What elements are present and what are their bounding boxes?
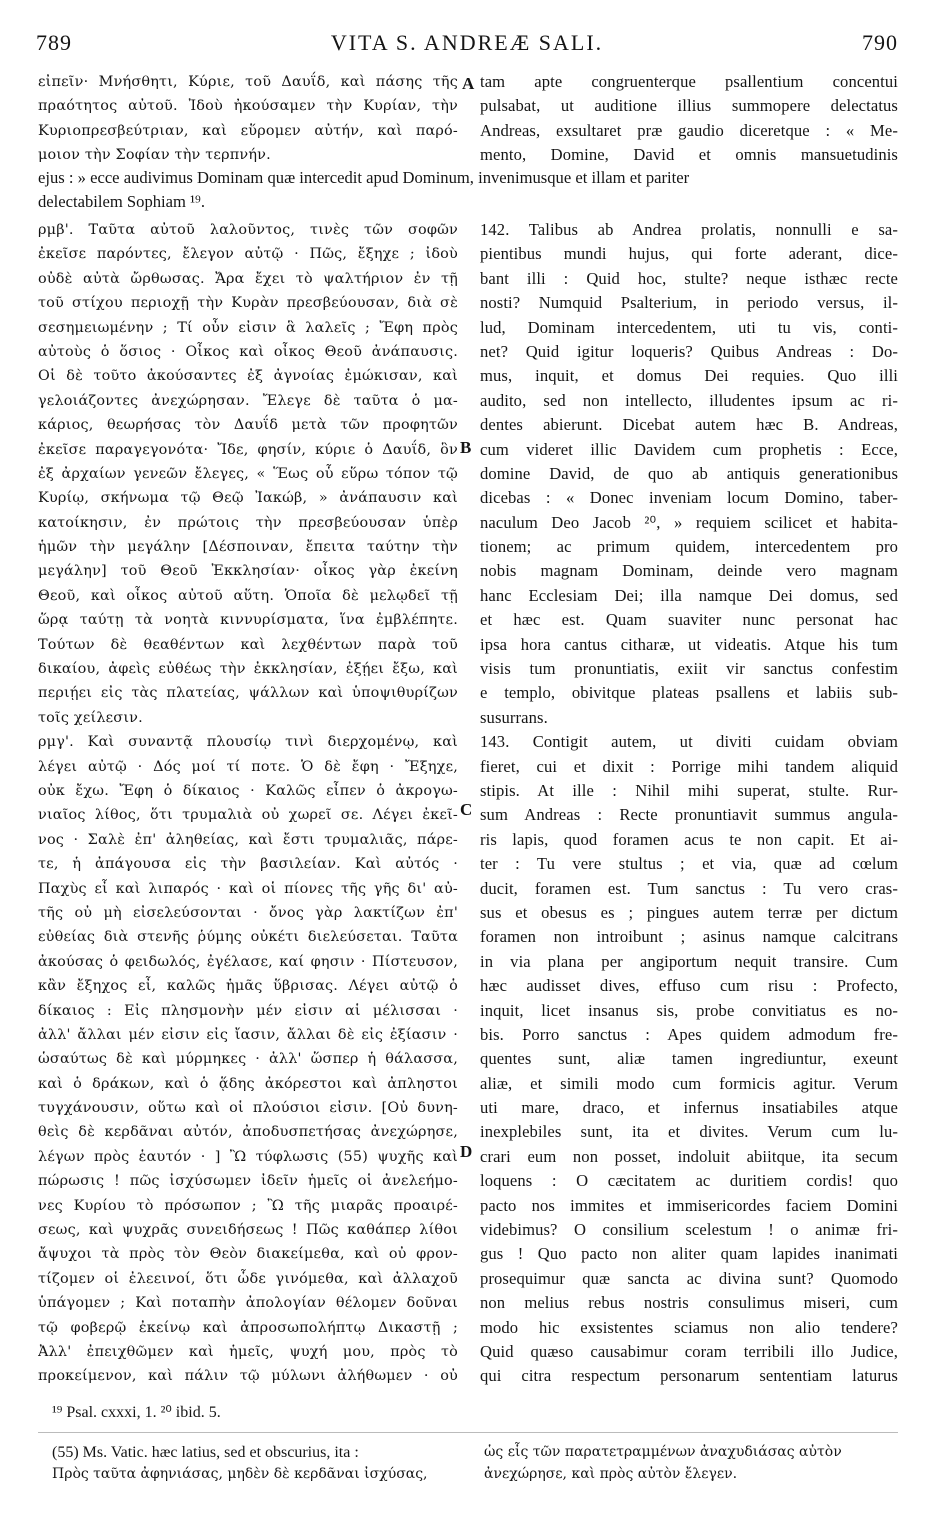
margin-letter-a: A [462,74,475,93]
latin-text-line: hæc audisset dives, effuso cum risu : Profecto, [480,976,898,996]
greek-text-line: νος · Σαλὲ ἐπ' ἀληθείας, καὶ ἔστι τρυμαλιᾶς, πάρε- [38,831,458,848]
greek-text-line: θεὶς δὲ κερδᾶναι αὐτόν, ἀποδυσπετήσας ἀνεχώρησε, [38,1124,458,1141]
greek-text-line: λέγων πρὸς ἑαυτόν · ] Ὢ τύφλωσις (55) ψυχῆς καὶ [38,1148,458,1165]
latin-text-line: visis tum pronuntiatis, exiit vir sanctus confestim [480,659,898,679]
latin-text-line: bis. Porro sanctus : Apes quidem admodum fre- [480,1024,898,1044]
greek-text-line: Κυριοπρεσβεύτριαν, καὶ εὕρομεν αὐτήν, καὶ παρό- [38,122,458,139]
greek-text-line: τοῖς χείλεσιν. [38,709,143,726]
latin-text-line: hanc Ecclesiam Dei; illa namque Dei domus, sed [480,585,898,605]
greek-text-line: ἡμῶν τὴν μεγάλην [Δέσποιναν, ἔπειτα ταύτην τὴν [38,539,458,556]
greek-text-line: οὐκ ἔχω. Ἔφη ὁ δίκαιος · Καλῶς εἶπεν ὁ ἀκρογω- [38,782,458,799]
greek-text-line: ὥρᾳ ταύτῃ τὰ νοητὰ κιννυρίσματα, ἵνα ἐμβλέπητε. [38,612,458,629]
page-number-left: 789 [36,30,72,55]
latin-text-line: Andreas, exsultaret præ gaudio diceretque : « Me- [480,120,898,140]
latin-text-line: bant illi : Quid hoc, stulte? neque isthæc recte [480,268,898,288]
greek-text-line: Τούτων δὲ θεαθέντων καὶ λεχθέντων παρὰ τοῦ [38,636,458,653]
greek-text-line: ρμγ'. Καὶ συναντᾷ πλουσίῳ τινὶ διερχομένῳ, καὶ [38,734,458,751]
greek-text-line: Κυρίῳ, σκήνωμα τῷ Θεῷ Ἰακώβ, » ἀνάπαυσιν καὶ [38,490,458,507]
latin-text-line: domine David, de quo ab antiquis generationibus [480,463,898,483]
latin-text-line: sus et obesus es ; pingues autem terræ per dictum [480,902,898,922]
greek-text-line: ἐκεῖσε παραγεγονότα· Ἴδε, φησίν, κύριε ὁ Δαυΐδ, ὃν [38,441,458,458]
greek-text-line: σεως, καὶ ψυχρᾶς συνειδήσεως ! Πῶς καθάπερ λίθοι [38,1222,458,1239]
latin-text-line: nobis magnam Dominam, deinde vero magnam [480,561,898,581]
greek-text-line: ἄψυχοι τὰ πρὸς τὸν Θεὸν διακείμεθα, καὶ οὐ φρον- [38,1246,458,1263]
greek-text-line: ἀκούσας ὁ φειδωλός, ἐγέλασε, καί φησιν · Πίστευσον, [38,953,458,970]
latin-text-line: susurrans. [480,707,548,727]
latin-text-line: 142. Talibus ab Andrea prolatis, nonnulli e sa- [480,220,898,239]
spanning-line-1: ejus : » ecce audivimus Dominam quæ intercedit apud Dominum, invenimusque et illam et pariter [38,168,690,187]
greek-text-line: δικαίου, ἀφεὶς εὐθέως τὴν ἐκκλησίαν, ἐξῄει ἔξω, καὶ [38,661,458,678]
latin-text-line: pientibus mundi hujus, qui forte aderant, dice- [480,244,898,264]
latin-text-line: et hæc est. Quam suaviter nunc personat hac [480,610,898,630]
latin-text-line: pulsabat, ut auditione illius summopere delectatus [480,96,898,116]
greek-text-line: Οἱ δὲ τοῦτο ἀκούσαντες ἐξ ἀγνοίας ἐμώκισαν, καὶ [38,368,458,385]
page-number-right: 790 [862,30,898,55]
greek-text-line: μοιον τὴν Σοφίαν τὴν τερπνήν. [38,147,271,164]
footnote-divider [38,1432,898,1433]
latin-text-line: foramen non introibunt ; asinus namque calcitrans [480,927,898,947]
latin-text-line: ter : Tu vere stultus ; et via, quæ ad cœlum [480,854,898,874]
greek-text-line: μεγάλην] τοῦ Θεοῦ Ἐκκλησίαν· οἶκος γὰρ ἐκείνη [38,563,458,580]
latin-text-line: ducit, foramen est. Tum sanctus : Tu vero cras- [480,878,898,898]
latin-text-line: cum videret illic Davidem cum prophetis : Ecce, [480,439,898,459]
greek-text-line: κατοίκησιν, ἐν πρώτοις τὴν πρεσβεύουσαν ὑπὲρ [38,514,458,531]
latin-text-line: uti mare, draco, et infernus insatiabiles atque [480,1098,898,1118]
greek-text-line: νιαῖος λίθος, ὅτι τρυμαλιὰ οὐ χωρεῖ σε. Λέγει ἐκεῖ- [38,807,458,824]
note-55-greek-2: ὡς εἷς τῶν παρατετραμμένων ἀναχυδιάσας αὐτὸν [484,1444,842,1460]
latin-text-line: net? Quid igitur loqueris? Quibus Andreas : Do- [480,341,898,361]
latin-text-line: crari eum non posset, indoluit abiitque, ita secum [480,1146,898,1166]
latin-text-line: mento, Domine, David et omnis mansuetudinis [480,145,898,165]
greek-text-line: εἰπεῖν· Μνήσθητι, Κύριε, τοῦ Δαυΐδ, καὶ πάσης τῆς [38,74,458,90]
greek-text-line: τῆς οὐ μὴ εἰσελεύσονται · ὄνος γὰρ λακτίζων ἐπ' [38,904,458,921]
latin-text-line: modo hic exsistentes sciamus non alio tendere? [480,1317,898,1337]
greek-text-line: ἀλλ' ἄλλαι μέν εἰσιν εἰς ἴασιν, ἄλλαι δὲ εἰς ἐξίασιν · [38,1026,458,1043]
greek-text-line: δίκαιος : Εἰς πλησμονὴν μέν εἰσιν αἱ μέλισσαι · [38,1002,458,1019]
note-55-greek-3: ἀνεχώρησε, καὶ πρὸς αὐτὸν ἔλεγεν. [484,1466,738,1482]
greek-text-line: ὡσαύτως δὲ καὶ μύρμηκες · ἀλλ' ὥσπερ ἡ θάλασσα, [38,1051,458,1068]
greek-text-line: τίζομεν οἱ ἐλεεινοί, ὅτι ὧδε γινόμεθα, καὶ ἀλλαχοῦ [38,1270,458,1287]
greek-text-line: λέγει αὐτῷ · Δός μοί τί ποτε. Ὁ δὲ ἔφη · Ἔξηχε, [38,758,458,775]
greek-text-line: ἐκεῖσε παρόντες, ἔλεγον αὐτῷ · Πῶς, ἔξηχε ; ἰδοὺ [38,246,458,263]
greek-text-line: τοῦ στίχου περιοχῇ τὴν Κυρὰν πρεσβεύουσαν, διὰ σὲ [38,295,458,312]
latin-text-line: Quid quæso causabimur coram terribili illo Judice, [480,1341,898,1361]
greek-text-line: κἂν ἔξηχος εἶ, καλῶς ἡμᾶς ὕβρισας. Λέγει αὐτῷ ὁ [38,978,458,995]
greek-text-line: ἐξ ἀρχαίων γενεῶν ἔλεγες, « Ἕως οὗ εὕρω τόπον τῷ [38,465,458,482]
latin-text-line: nosti? Numquid Psalterium, in periodo versus, il- [480,293,898,313]
latin-text-line: videbimus? O consilium scelestum ! o animæ fri- [480,1220,898,1240]
greek-text-line: προκείμενον, καὶ πάλιν τῷ μύλωνι ἀλήθωμεν · οὐ [38,1368,458,1385]
greek-text-line: τε, ἡ ἀπάγουσα εἰς τὴν βασιλείαν. Καὶ αὐτός · [38,856,458,873]
greek-text-line: πραότητος αὐτοῦ. Ἰδοὺ ἠκούσαμεν τὴν Κυρίαν, τὴν [38,98,458,115]
greek-text-line: εὐθείας διὰ στενῆς ῥύμης οὐκέτι διελεύσεται. Ταῦτα [38,929,458,946]
running-head [36,30,898,62]
greek-text-line: σεσημειωμένην ; Τί οὖν εἰσιν ἃ λαλεῖς ; Ἔφη πρὸς [38,319,458,336]
footnote-references: ¹⁹ Psal. cxxxi, 1. ²⁰ ibid. 5. [52,1404,221,1421]
greek-text-line: καὶ ὁ δράκων, καὶ ὁ ᾅδης ἀκόρεστοι καὶ ἀπληστοι [38,1075,458,1092]
greek-text-line: Θεοῦ, καὶ οἶκος αὐτοῦ αὕτη. Ὁποῖα δὲ μελῳδεῖ τῇ [38,587,458,604]
latin-text-line: fieret, cui et dixit : Porrige mihi tandem aliquid [480,756,898,776]
greek-column-top [38,70,458,168]
latin-text-line: loquens : O cæcitatem ac duritiem cordis! quo [480,1171,898,1191]
greek-text-line: Παχὺς εἶ καὶ λιπαρός · καὶ οἱ πίονες τῆς γῆς δι' αὐ- [38,880,458,897]
latin-text-line: in via plana per angiportum nequit transire. Cum [480,951,898,971]
latin-text-line: tionem; ac primum quidem, intercedentem pro [480,537,898,557]
latin-text-line: prosequimur quæ sancta ac divina sunt? Quomodo [480,1268,898,1288]
latin-text-line: pacto nos immites et immisericordes faciem Domini [480,1195,898,1215]
latin-text-line: e templo, obivitque plateas psallens et labiis sub- [480,683,898,703]
greek-text-line: περιῄει εἰς τὰς πλατείας, ψάλλων καὶ ὑποψιθυρίζων [38,685,458,702]
greek-text-line: κάριος, θεωρήσας τὸν Δαυΐδ μετὰ τῶν προφητῶν [38,417,458,434]
latin-text-line: dentes abierunt. Dicebat autem hæc B. Andreas, [480,415,898,435]
note-55-greek-1: Πρὸς ταῦτα ἀφηνιάσας, μηδὲν δὲ κερδᾶναι ἰσχύσας, [52,1466,428,1482]
latin-text-line: audito, sed non intellecto, illudentes ipsum ac ri- [480,390,898,410]
greek-text-line: αὐτοὺς ὁ ὅσιος · Οἶκος καὶ οἶκος Θεοῦ ἀνάπαυσις. [38,343,458,360]
latin-text-line: naculum Deo Jacob ²⁰, » requiem scilicet et habita- [480,512,898,532]
latin-text-line: mus, inquit, et domus Dei requies. Quo illi [480,366,898,386]
greek-column [38,218,458,1389]
latin-text-line: tam apte congruenterque psallentium concentui [480,72,898,91]
note-55-latin: (55) Ms. Vatic. hæc latius, sed et obscurius, ita : [52,1444,359,1461]
latin-text-line: stipis. At ille : Nihil mihi superat, stulte. Rur- [480,780,898,800]
greek-text-line: οὐδὲ αὐτὰ ὤρθωσας. Ἄρα ἔχει τὸ ψαλτήριον ἐν τῇ [38,270,458,287]
greek-text-line: νες Κυρίου τὸ πρόσωπον ; Ὢ τῆς μιαρᾶς προαιρέ- [38,1197,458,1214]
margin-letter-d: D [460,1142,473,1161]
latin-text-line: qui citra respectum personarum sententiam laturus [480,1366,898,1386]
greek-text-line: ὑπάγομεν ; Καὶ ποταπὴν ἀπολογίαν θέλομεν δοῦναι [38,1295,458,1312]
margin-letter-c: C [460,800,473,819]
greek-text-line: γελοιάζοντες ἀνεχώρησαν. Ἔλεγε δὲ ταῦτα ὁ μα- [38,392,458,409]
latin-text-line: ris lapis, quod foramen acus te non capit. Et ai- [480,829,898,849]
latin-text-line: non melius rebus nostris consulimus miseri, cum [480,1293,898,1313]
latin-text-line: 143. Contigit autem, ut diviti cuidam obviam [480,732,898,752]
greek-text-line: τυγχάνουσιν, οὕτω καὶ οἱ πλούσιοι εἰσιν. [Οὐ δυνη- [38,1100,458,1117]
latin-text-line: inquit, licet insanus sis, probe convitiatus es no- [480,1000,898,1020]
greek-text-line: τῷ φοβερῷ ἐκείνῳ καὶ ἀπροσωπολήπτῳ Δικαστῇ ; [38,1319,458,1336]
greek-text-line: Ἀλλ' ἐπειχθῶμεν καὶ ἡμεῖς, ψυχή μου, πρὸς τὸ [38,1343,458,1360]
greek-text-line: πώρωσις ! πῶς ἰσχύσωμεν ἰδεῖν ἡμεῖς οἱ ἀνελεήμο- [38,1173,458,1190]
greek-text-line: ρμβ'. Ταῦτα αὐτοῦ λαλοῦντος, τινὲς τῶν σοφῶν [38,222,458,238]
running-title: VITA S. ANDREÆ SALI. [330,30,604,55]
latin-text-line: lud, Dominam intercedentem, uti tu vis, conti- [480,317,898,337]
latin-text-line: ipsa hora cantus citharæ, ut videatis. Atque his tum [480,634,898,654]
latin-text-line: quentes sunt, aliæ tamen ingrediuntur, exeunt [480,1049,898,1069]
latin-text-line: gus ! Quo pacto non aliter quam lapides inanimati [480,1244,898,1264]
latin-text-line: dicebas : « Donec inveniam locum Domino, taber- [480,488,898,508]
spanning-line-2: delectabilem Sophiam ¹⁹. [38,192,205,211]
latin-column-top [480,70,898,168]
latin-text-line: inexplebiles sunt, ita et divites. Verum cum lu- [480,1122,898,1142]
latin-column [480,218,898,1389]
margin-letter-b: B [460,438,472,457]
latin-text-line: aliæ, et simili modo cum formicis agitur. Verum [480,1073,898,1093]
latin-text-line: sum Andreas : Recte pronuntiavit summus angula- [480,805,898,825]
